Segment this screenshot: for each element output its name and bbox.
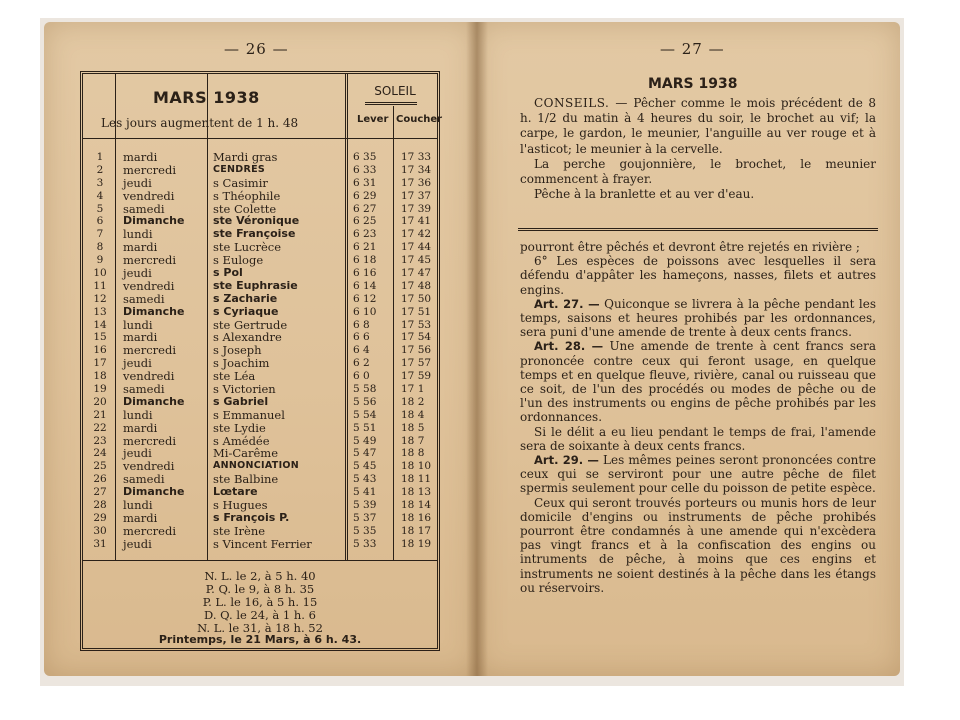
sunset-time: 18 14 <box>401 499 432 512</box>
article-label: Art. 27. — <box>534 296 600 311</box>
day-number: 28 <box>93 499 107 512</box>
conseils-block <box>520 96 876 202</box>
day-number: 4 <box>96 189 104 202</box>
weekday: mardi <box>123 240 158 255</box>
sunrise-time: 5 35 <box>353 524 377 537</box>
saint-name: ste Colette <box>213 201 277 216</box>
day-number: 10 <box>93 267 107 280</box>
sunset-time: 17 37 <box>401 189 432 202</box>
saint-name: ste Euphrasie <box>213 278 298 292</box>
saint-name: Lœtare <box>213 485 258 499</box>
day-number: 9 <box>96 254 104 267</box>
sunrise-time: 5 56 <box>353 395 377 408</box>
weekday: jeudi <box>123 536 152 551</box>
sunset-time: 17 45 <box>401 254 432 267</box>
law-articles <box>520 240 876 595</box>
sunset-time: 17 59 <box>401 370 432 383</box>
saint-name: ste Balbine <box>213 472 279 487</box>
sunrise-time: 5 37 <box>353 511 377 524</box>
weekday: lundi <box>123 407 153 422</box>
saint-name: s Vincent Ferrier <box>213 536 312 551</box>
law-paragraph: Ceux qui seront trouvés porteurs ou munis hors de leur domicile d'engins ou instruments de pêche prohibés pourront être condamnés à une amende qui n'excèdera pas vingt francs et à la confiscation des engins ou intruments de pêche, à moins que ces engins et instruments ne soient destinés à la pêche dans les étangs ou réservoirs. <box>520 495 876 595</box>
day-number: 24 <box>93 447 107 460</box>
calendar-row <box>83 409 437 422</box>
sunset-time: 17 54 <box>401 331 432 344</box>
left-page-number: — 26 — <box>224 40 289 58</box>
day-number: 15 <box>93 331 107 344</box>
sunrise-time: 6 27 <box>353 202 377 215</box>
weekday: mercredi <box>123 523 176 538</box>
sunrise-time: 6 33 <box>353 163 377 176</box>
day-number: 8 <box>96 241 104 254</box>
weekday: jeudi <box>123 175 152 190</box>
sunset-time: 17 34 <box>401 163 432 176</box>
sunset-time: 18 17 <box>401 524 432 537</box>
day-number: 5 <box>96 202 104 215</box>
saint-name: ste Gertrude <box>213 317 288 332</box>
sunrise-time: 6 25 <box>353 215 377 228</box>
day-number: 21 <box>93 408 107 421</box>
moon-phase: P. L. le 16, à 5 h. 15 <box>202 594 318 609</box>
day-number: 14 <box>93 318 107 331</box>
saint-name: Mi-Carême <box>213 446 279 461</box>
weekday: Dimanche <box>123 304 185 318</box>
day-number: 20 <box>93 395 107 408</box>
calendar-row <box>83 293 437 306</box>
calendar-row <box>83 164 437 177</box>
conseils-paragraph: Pêche à la branlette et au ver d'eau. <box>534 187 755 202</box>
day-number: 26 <box>93 473 107 486</box>
weekday: mercredi <box>123 343 176 358</box>
coucher-header: Coucher <box>396 114 443 125</box>
right-page-number: — 27 — <box>660 40 725 58</box>
saint-name: s Théophile <box>213 188 281 203</box>
section-rule <box>518 228 878 231</box>
sunset-time: 18 5 <box>401 421 425 434</box>
sunset-time: 18 13 <box>401 486 432 499</box>
saint-name: s Emmanuel <box>213 407 285 422</box>
calendar-row <box>83 512 437 525</box>
calendar-row <box>83 525 437 538</box>
article-text: Une amende de trente à cent francs sera prononcée contre ceux qui feront usage, en quelque temps et en quelque fleuve, rivière, canal ou ruisseau que ce soit, de l'un des procédés ou modes de pêche ou de l'un des instruments ou engins de pêche prohibés par les ordonnances. <box>520 339 876 425</box>
saint-name: s Casimir <box>213 175 268 190</box>
sunrise-time: 5 41 <box>353 486 377 499</box>
calendar-row <box>83 499 437 512</box>
weekday: mardi <box>123 510 158 525</box>
weekday: samedi <box>123 382 165 397</box>
conseils-text: Pêcher comme le mois précédent de 8 h. 1/2 du matin à 4 heures du soir, le brochet au vif; la carpe, le gardon, le meunier, l'anguille au ver rouge et à l'asticot; le meunier à la cervelle. <box>520 96 876 156</box>
saint-name: s Joachim <box>213 356 270 371</box>
saint-name: s Cyriaque <box>213 304 279 318</box>
sunrise-time: 6 21 <box>353 241 377 254</box>
calendar-row <box>83 151 437 164</box>
lever-header: Lever <box>357 114 389 125</box>
sunset-time: 17 42 <box>401 228 432 241</box>
calendar-row <box>83 190 437 203</box>
article-label: Art. 29. — <box>534 453 599 468</box>
soleil-header: SOLEIL <box>374 84 416 98</box>
sunrise-time: 5 51 <box>353 421 377 434</box>
sunrise-time: 6 18 <box>353 254 377 267</box>
sunset-time: 17 44 <box>401 241 432 254</box>
sunset-time: 18 16 <box>401 511 432 524</box>
weekday: jeudi <box>123 446 152 461</box>
calendar-rows <box>83 151 437 551</box>
weekday: mardi <box>123 150 158 164</box>
sunrise-time: 6 16 <box>353 267 377 280</box>
sunrise-time: 6 12 <box>353 292 377 305</box>
day-number: 25 <box>93 460 107 473</box>
weekday: vendredi <box>123 278 175 293</box>
sunset-time: 17 33 <box>401 151 432 163</box>
saint-name: s Euloge <box>213 253 264 268</box>
day-number: 19 <box>93 383 107 396</box>
sunset-time: 17 41 <box>401 215 432 228</box>
calendar-row <box>83 538 437 551</box>
sunrise-time: 6 6 <box>353 331 370 344</box>
day-number: 29 <box>93 511 107 524</box>
day-number: 31 <box>93 537 107 550</box>
day-number: 30 <box>93 524 107 537</box>
sunrise-time: 6 2 <box>353 357 370 370</box>
sunrise-time: 5 33 <box>353 537 377 550</box>
saint-name: s François P. <box>213 510 290 524</box>
law-paragraph: Si le délit a eu lieu pendant le temps de frai, l'amende sera de soixante à deux cents francs. <box>520 424 876 453</box>
calendar-subtitle: Les jours augmentent de 1 h. 48 <box>101 116 299 130</box>
sunset-time: 18 19 <box>401 537 432 550</box>
saint-name: s Gabriel <box>213 394 269 408</box>
sunset-time: 17 50 <box>401 292 432 305</box>
weekday: samedi <box>123 201 165 216</box>
law-paragraph: 6° Les espèces de poissons avec lesquelles il sera défendu d'appâter les hameçons, nasses, filets et autres engins. <box>520 254 876 297</box>
weekday: vendredi <box>123 369 175 384</box>
sunset-time: 17 39 <box>401 202 432 215</box>
saint-name: s Alexandre <box>213 330 282 345</box>
weekday: Dimanche <box>123 485 185 499</box>
sunrise-time: 5 39 <box>353 499 377 512</box>
weekday: jeudi <box>123 266 152 281</box>
sunset-time: 17 1 <box>401 383 425 396</box>
saint-name: ste Léa <box>213 369 256 384</box>
saint-name: ste Irène <box>213 523 266 538</box>
sunrise-time: 6 8 <box>353 318 370 331</box>
saint-name: s Amédée <box>213 433 270 448</box>
day-number: 1 <box>96 151 104 163</box>
sunset-time: 17 47 <box>401 267 432 280</box>
article-text: Les mêmes peines seront prononcées contre ceux qui se serviront pour une autre pêche de filet spermis seulement pour celle du poisson de petite espèce. <box>520 453 876 496</box>
weekday: mercredi <box>123 253 176 268</box>
header-rule <box>83 138 437 139</box>
saint-name: ste Lucrèce <box>213 240 282 255</box>
sunset-time: 17 51 <box>401 305 432 318</box>
day-number: 13 <box>93 305 107 318</box>
sunset-time: 17 53 <box>401 318 432 331</box>
calendar-month-title: MARS 1938 <box>153 88 260 107</box>
weekday: mardi <box>123 330 158 345</box>
footer-rule <box>83 560 437 561</box>
right-month-title: MARS 1938 <box>648 76 738 92</box>
soleil-rule <box>365 102 417 105</box>
moon-phases <box>83 570 437 647</box>
day-number: 18 <box>93 370 107 383</box>
sunset-time: 18 8 <box>401 447 425 460</box>
sunset-time: 18 4 <box>401 408 425 421</box>
saint-name: ste Véronique <box>213 214 300 228</box>
sunset-time: 17 56 <box>401 344 432 357</box>
sunset-time: 18 7 <box>401 434 425 447</box>
saint-name: Mardi gras <box>213 150 278 164</box>
saint-name: s Zacharie <box>213 291 278 305</box>
sunrise-time: 6 23 <box>353 228 377 241</box>
weekday: vendredi <box>123 459 175 474</box>
law-paragraph: pourront être pêchés et devront être rejetés en rivière ; <box>520 240 860 254</box>
moon-phase: P. Q. le 9, à 8 h. 35 <box>205 581 315 596</box>
weekday: jeudi <box>123 356 152 371</box>
sunrise-time: 6 31 <box>353 176 377 189</box>
saint-name: CENDRES <box>213 163 266 175</box>
weekday: samedi <box>123 472 165 487</box>
weekday: mercredi <box>123 433 176 448</box>
saint-name: s Hugues <box>213 498 268 513</box>
day-number: 3 <box>96 176 104 189</box>
sunset-time: 18 2 <box>401 395 425 408</box>
calendar-row <box>83 306 437 319</box>
calendar-row <box>83 177 437 190</box>
saint-name: ste Lydie <box>213 420 266 435</box>
sunrise-time: 5 49 <box>353 434 377 447</box>
book-gutter <box>466 22 488 676</box>
saint-name: s Joseph <box>213 343 262 358</box>
sunrise-time: 5 54 <box>353 408 377 421</box>
moon-phase: N. L. le 31, à 18 h. 52 <box>197 620 323 635</box>
day-number: 6 <box>96 215 104 228</box>
article-text: Quiconque se livrera à la pêche pendant les temps, saisons et heures prohibés par les ordonnances, sera puni d'une amende de trente à deux cents francs. <box>520 296 876 340</box>
sunset-time: 18 11 <box>401 473 432 486</box>
conseils-label: CONSEILS. — <box>534 96 628 110</box>
weekday: lundi <box>123 317 153 332</box>
spring-equinox: Printemps, le 21 Mars, à 6 h. 43. <box>158 633 362 647</box>
sunrise-time: 6 14 <box>353 279 377 292</box>
weekday: Dimanche <box>123 214 185 228</box>
day-number: 12 <box>93 292 107 305</box>
sunrise-time: 5 58 <box>353 383 377 396</box>
sunrise-time: 6 10 <box>353 305 377 318</box>
moon-phase: N. L. le 2, à 5 h. 40 <box>204 569 316 583</box>
day-number: 27 <box>93 486 107 499</box>
day-number: 17 <box>93 357 107 370</box>
day-number: 11 <box>93 279 107 292</box>
day-number: 16 <box>93 344 107 357</box>
sunrise-time: 5 47 <box>353 447 377 460</box>
calendar-row <box>83 280 437 293</box>
article-label: Art. 28. — <box>534 339 604 354</box>
day-number: 22 <box>93 421 107 434</box>
sunrise-time: 6 4 <box>353 344 370 357</box>
calendar-row <box>83 383 437 396</box>
moon-phase: D. Q. le 24, à 1 h. 6 <box>204 607 316 622</box>
saint-name: s Victorien <box>213 382 276 397</box>
sunset-time: 17 57 <box>401 357 432 370</box>
calendar-row <box>83 396 437 409</box>
calendar-box <box>80 71 443 651</box>
sunset-time: 18 10 <box>401 460 432 473</box>
calendar-row <box>83 422 437 435</box>
sunset-time: 17 36 <box>401 176 432 189</box>
day-number: 7 <box>96 228 104 241</box>
weekday: lundi <box>123 227 153 242</box>
sunrise-time: 6 35 <box>353 151 377 163</box>
day-number: 23 <box>93 434 107 447</box>
weekday: lundi <box>123 498 153 513</box>
weekday: samedi <box>123 291 165 306</box>
weekday: vendredi <box>123 188 175 203</box>
sunrise-time: 5 43 <box>353 473 377 486</box>
sunrise-time: 6 0 <box>353 370 370 383</box>
sunset-time: 17 48 <box>401 279 432 292</box>
saint-name: s Pol <box>213 266 243 280</box>
saint-name: ANNONCIATION <box>213 460 300 472</box>
saint-name: ste Françoise <box>213 227 296 241</box>
weekday: mercredi <box>123 162 176 177</box>
weekday: Dimanche <box>123 394 185 408</box>
conseils-paragraph: La perche goujonnière, le brochet, le meunier commencent à frayer. <box>520 156 876 187</box>
day-number: 2 <box>96 163 104 176</box>
calendar-row <box>83 267 437 280</box>
sunrise-time: 6 29 <box>353 189 377 202</box>
weekday: mardi <box>123 420 158 435</box>
sunrise-time: 5 45 <box>353 460 377 473</box>
